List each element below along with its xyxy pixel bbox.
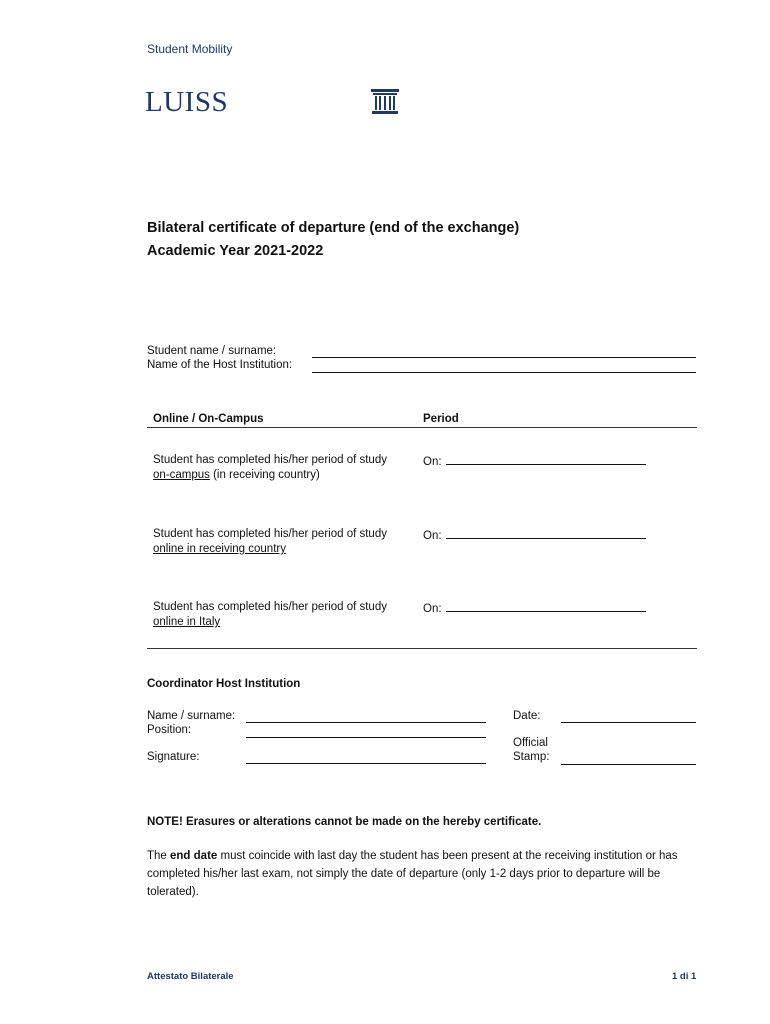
table-header-rule xyxy=(147,427,697,428)
row-text: Student has completed his/her period of study xyxy=(153,601,387,613)
academic-year: Academic Year 2021-2022 xyxy=(147,243,324,259)
footer-left: Attestato Bilaterale xyxy=(147,971,234,982)
period-on-campus xyxy=(423,454,646,468)
row-text: Student has completed his/her period of study xyxy=(153,528,387,540)
row-suffix: (in receiving country) xyxy=(209,469,320,481)
student-name-field[interactable] xyxy=(312,357,696,358)
para-start: The xyxy=(147,850,171,862)
period-online-receiving xyxy=(423,528,646,542)
on-label: On: xyxy=(423,456,442,468)
note-warning: NOTE! Erasures or alterations cannot be made on the hereby certificate. xyxy=(147,816,542,828)
period-online-italy xyxy=(423,601,646,615)
stamp-field[interactable] xyxy=(561,764,696,765)
on-label: On: xyxy=(423,603,442,615)
row-emphasis: online in Italy xyxy=(153,616,221,628)
row-emphasis: online in receiving country xyxy=(153,543,286,555)
table-bottom-rule xyxy=(147,648,697,649)
date-field[interactable] xyxy=(561,722,696,723)
coordinator-name-label: Name / surname: xyxy=(147,710,236,722)
coordinator-heading: Coordinator Host Institution xyxy=(147,678,301,690)
row-emphasis: on-campus xyxy=(153,469,210,481)
column-header-mode: Online / On-Campus xyxy=(153,413,264,425)
coordinator-signature-label: Signature: xyxy=(147,751,200,763)
period-field[interactable] xyxy=(446,454,646,465)
luiss-logo: LUISS xyxy=(145,86,229,118)
date-label: Date: xyxy=(513,710,541,722)
official-label: Official xyxy=(513,737,548,749)
para-rest: must coincide with last day the student has been present at the receiving institution or has completed his/her last exam, not simply the date of departure (only 1-2 days prior to departure will be tolerated). xyxy=(147,850,678,898)
page-number: 1 di 1 xyxy=(672,971,697,982)
coordinator-position-field[interactable] xyxy=(246,737,486,738)
document-title: Bilateral certificate of departure (end of the exchange) xyxy=(147,220,520,236)
period-field[interactable] xyxy=(446,601,646,612)
table-row-online-receiving xyxy=(153,527,418,557)
period-field[interactable] xyxy=(446,528,646,539)
column-header-period: Period xyxy=(423,413,459,425)
row-text: Student has completed his/her period of study xyxy=(153,454,387,466)
table-row-on-campus xyxy=(153,453,418,483)
host-institution-label: Name of the Host Institution: xyxy=(147,359,293,371)
stamp-label: Stamp: xyxy=(513,751,550,763)
header-label: Student Mobility xyxy=(147,42,233,56)
host-institution-field[interactable] xyxy=(312,372,696,373)
para-bold: end date xyxy=(170,850,218,862)
column-pillar-icon xyxy=(371,89,399,120)
coordinator-name-field[interactable] xyxy=(246,722,486,723)
end-date-paragraph xyxy=(147,847,697,901)
coordinator-signature-field[interactable] xyxy=(246,763,486,764)
coordinator-position-label: Position: xyxy=(147,724,192,736)
table-row-online-italy xyxy=(153,600,418,630)
on-label: On: xyxy=(423,530,442,542)
student-name-label: Student name / surname: xyxy=(147,345,277,357)
